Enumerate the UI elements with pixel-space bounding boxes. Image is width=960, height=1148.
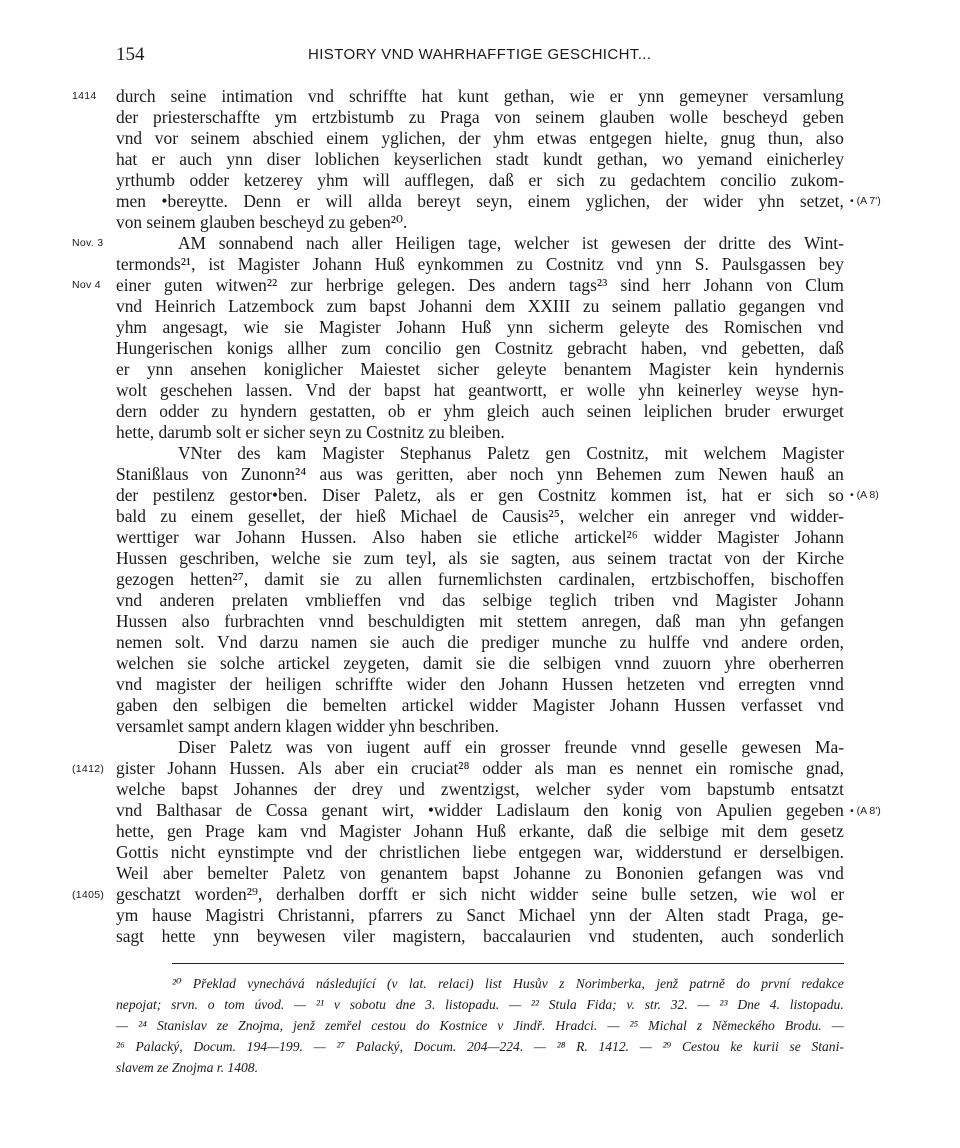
text-line: vnd anderen prelaten vmblieffen vnd das selbige teglich triben vnd Magister Johann — [116, 590, 844, 610]
text-line: VNter des kam Magister Stephanus Paletz gen Costnitz, mit welchem Magister — [178, 443, 844, 463]
margin-note-folio: • (A 8') — [850, 805, 881, 817]
text-line: Hussen also furbrachten vnnd beschuldigten mit stettem anregen, daß man yhn gefangen — [116, 611, 844, 631]
footnote-line: ²⁶ Palacký, Docum. 194—199. — ²⁷ Palacký, Docum. 204—224. — ²⁸ R. 1412. — ²⁹ Cestou ke kurii se Stani- — [116, 1039, 844, 1054]
margin-note-date: Nov. 3 — [72, 237, 104, 249]
margin-note-folio: • (A 8) — [850, 489, 879, 501]
text-line: der pestilenz gestor•ben. Diser Paletz, als er gen Costnitz kommen ist, hat er sich so — [116, 485, 844, 505]
text-line: vnd vor seinem abschied einem yglichen, der yhm etwas entgegen hielte, gnug thun, also — [116, 128, 844, 148]
text-line: er ynn ansehen koniglicher Maiestet sicher geleyte benantem Magister kein hyndernis — [116, 359, 844, 379]
page-header — [116, 44, 844, 74]
text-line: yrthumb odder ketzerey yhm will aufflegen, daß er sich zu gedachtem concilio zukom- — [116, 170, 844, 190]
text-line: Hussen geschriben, welche sie zum teyl, als sie sagten, aus seinem tractat von der Kirche — [116, 548, 844, 568]
text-line: einer guten witwen²² zur herbrige gelegen. Des andern tags²³ sind herr Johann von Clum — [116, 275, 844, 295]
text-line: Gottis nicht eynstimpte vnd der christlichen liebe entgegen war, widderstund er derselbigen. — [116, 842, 844, 862]
margin-note-folio: • (A 7') — [850, 195, 881, 207]
margin-note-date: Nov 4 — [72, 279, 101, 291]
text-line: gaben den selbigen die bemelten artickel widder Magister Johann Hussen verfasset vnd — [116, 695, 844, 715]
text-line: AM sonnabend nach aller Heiligen tage, welcher ist gewesen der dritte des Wint- — [178, 233, 844, 253]
text-line: wolt geschehen lassen. Vnd der bapst hat geantwortt, er wolle yhn keinerley weyse hyn- — [116, 380, 844, 400]
text-line: yhm angesagt, wie sie Magister Johann Huß ynn sicherm geleyte des Romischen vnd — [116, 317, 844, 337]
text-line: vnd Heinrich Latzembock zum bapst Johanni dem XXIII zu seinem pallatio gegangen vnd — [116, 296, 844, 316]
text-line: bald zu einem gesellet, der hieß Michael de Causis²⁵, welcher ein anreger vnd widder- — [116, 506, 844, 526]
footnote-line: ²⁰ Překlad vynechává následující (v lat. relaci) list Husův z Norimberka, jenž patrně do první redakce — [172, 976, 844, 991]
margin-note-year: (1412) — [72, 763, 105, 775]
text-line: hette, darumb solt er sicher seyn zu Costnitz zu bleiben. — [116, 422, 505, 442]
text-line: von seinem glauben bescheyd zu geben²⁰. — [116, 212, 408, 232]
running-title: HISTORY VND WAHRHAFFTIGE GESCHICHT... — [308, 46, 652, 63]
text-line: hat er auch ynn diser loblichen keyserlichen stadt kundt gethan, wo yemand einicherley — [116, 149, 844, 169]
text-line: ym hause Magistri Christanni, pfarrers zu Sanct Michael ynn der Alten stadt Praga, ge- — [116, 905, 844, 925]
text-line: geschatzt worden²⁹, derhalben dorfft er sich nicht widder seine bulle setzen, wie wol er — [116, 884, 844, 904]
text-line: versamlet sampt andern klagen widder yhn beschriben. — [116, 716, 499, 736]
footnote-line: slavem ze Znojma r. 1408. — [116, 1060, 258, 1075]
text-line: Diser Paletz was von iugent auff ein grosser freunde vnnd geselle gewesen Ma- — [178, 737, 844, 757]
margin-note-year: (1405) — [72, 889, 105, 901]
text-line: der priesterschaffte ym ertzbistumb zu Praga von seinem glauben wolle bescheyd geben — [116, 107, 844, 127]
text-line: Hungerischen konigs allher zum concilio gen Costnitz gebracht haben, vnd gebetten, daß — [116, 338, 844, 358]
text-line: welchen sie solche artickel zeygeten, damit sie die selbigen vnnd zuuorn yhre oberherren — [116, 653, 844, 673]
page-number: 154 — [116, 44, 145, 65]
text-line: men •bereytte. Denn er will allda bereyt seyn, einem yglichen, der wider yhn setzet, — [116, 191, 844, 211]
text-line: vnd magister der heiligen schriffte wider den Johann Hussen hetzeten vnd erregten vnnd — [116, 674, 844, 694]
footnote-line: — ²⁴ Stanislav ze Znojma, jenž zemřel cestou do Kostnice v Jindř. Hradci. — ²⁵ Michal z Německého Brodu. — — [116, 1018, 844, 1033]
text-line: Stanißlaus von Zunonn²⁴ aus was geritten, aber noch ynn Behemen zum Newen hauß an — [116, 464, 844, 484]
text-line: Weil aber bemelter Paletz von genantem bapst Johanne zu Bononien gefangen was vnd — [116, 863, 844, 883]
text-line: welche bapst Johannes der drey und zwentzigst, welcher syder vom bapstumb entsatzt — [116, 779, 844, 799]
text-line: gister Johann Hussen. Als aber ein cruciat²⁸ odder als man es nennet ein romische gnad, — [116, 758, 844, 778]
margin-note-year: 1414 — [72, 90, 97, 102]
text-line: nemen solt. Vnd darzu namen sie auch die prediger munche zu hulffe vnd andere orden, — [116, 632, 844, 652]
text-line: gezogen hetten²⁷, damit sie zu allen furnemlichsten cardinalen, ertzbischoffen, bischoffen — [116, 569, 844, 589]
text-line: dern odder zu hyndern gestatten, ob er yhm gleich auch seinen leiplichen bruder erwurget — [116, 401, 844, 421]
footnote-line: nepojat; srvn. o tom úvod. — ²¹ v sobotu dne 3. listopadu. — ²² Stula Fida; v. str. 32. — ²³ Dne 4. listopadu. — [116, 997, 844, 1012]
text-line: durch seine intimation vnd schriffte hat kunt gethan, wie er ynn gemeyner versamlung — [116, 86, 844, 106]
footnote-rule — [172, 963, 844, 964]
text-line: hette, gen Prage kam vnd Magister Johann Huß erkante, daß die selbige mit dem gesetz — [116, 821, 844, 841]
text-line: vnd Balthasar de Cossa genant wirt, •widder Ladislaum den konig von Apulien gegeben — [116, 800, 844, 820]
text-line: sagt hette ynn beywesen viler magistern, baccalaurien vnd studenten, auch sonderlich — [116, 926, 844, 946]
text-line: werttiger war Johann Hussen. Also haben sie etliche artickel²⁶ widder Magister Johann — [116, 527, 844, 547]
text-line: termonds²¹, ist Magister Johann Huß eynkommen zu Costnitz vnd ynn S. Paulsgassen bey — [116, 254, 844, 274]
